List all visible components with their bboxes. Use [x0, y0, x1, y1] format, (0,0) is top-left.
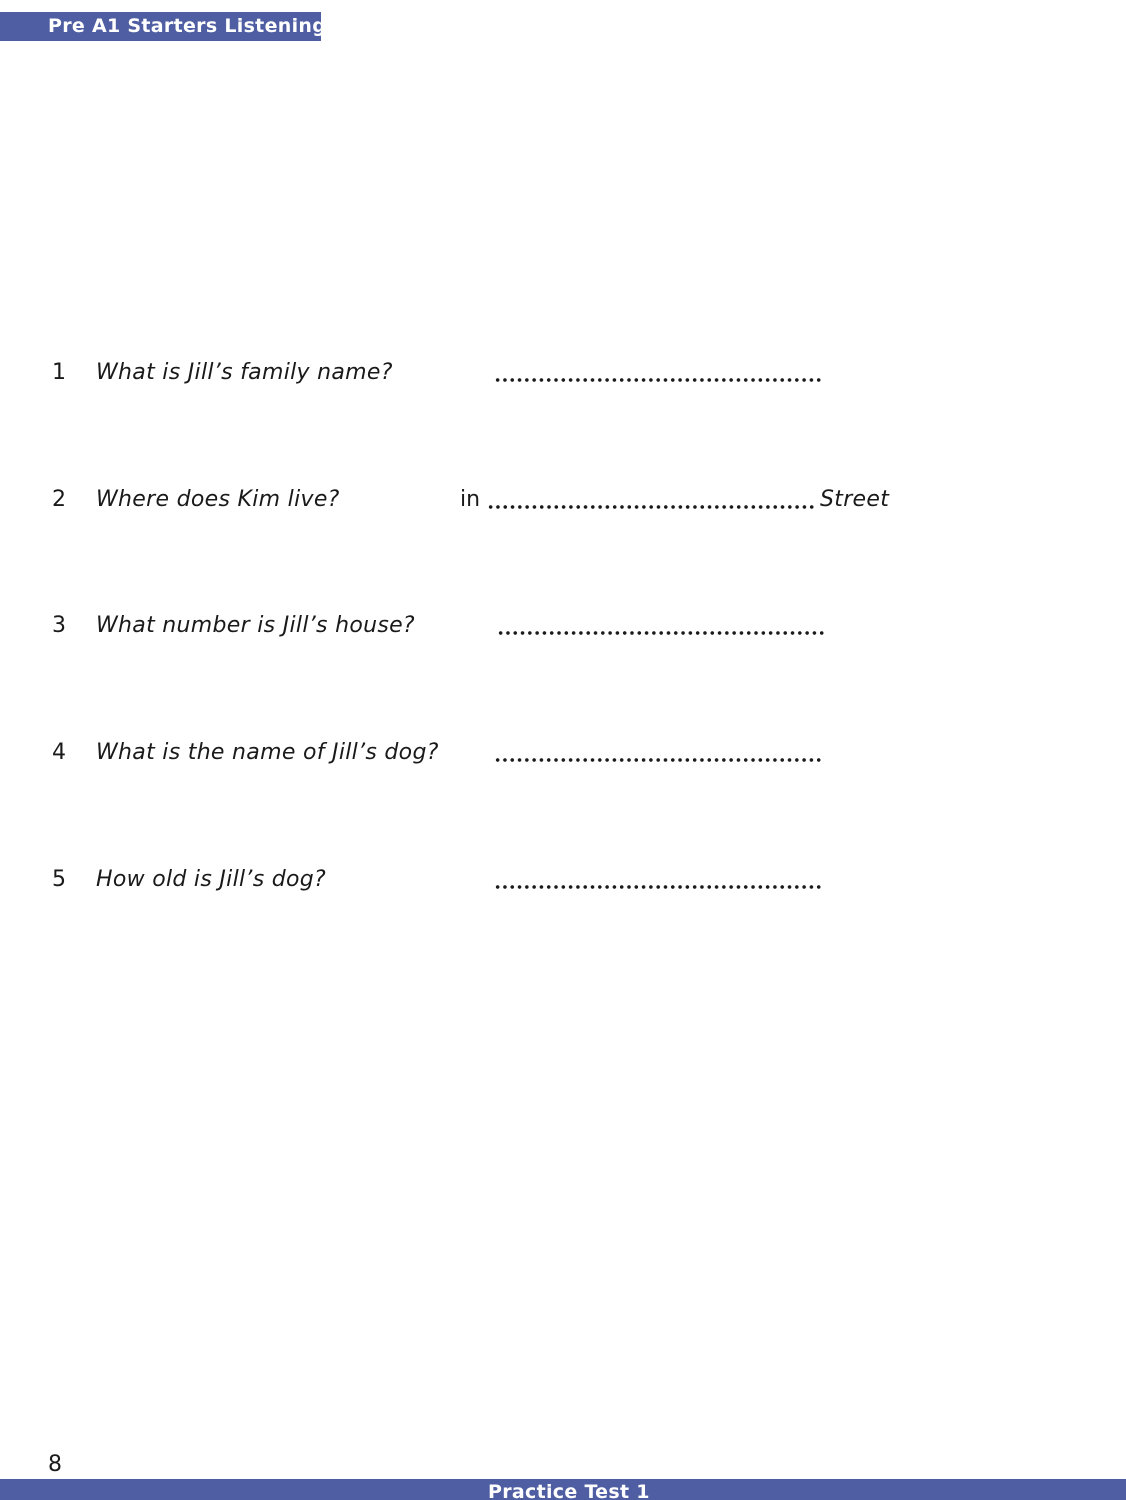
question-text: Where does Kim live?: [96, 487, 340, 512]
answer-prefix: in: [460, 487, 481, 512]
question-number: 3: [52, 613, 66, 638]
answer-blank-2[interactable]: [487, 504, 814, 510]
question-text: What is Jill’s family name?: [96, 360, 393, 385]
answer-blank-1[interactable]: [494, 377, 821, 383]
answer-blank-5[interactable]: [494, 884, 821, 890]
question-text: How old is Jill’s dog?: [96, 867, 327, 892]
section-title: Pre A1 Starters Listening: [48, 15, 327, 37]
answer-blank-3[interactable]: [497, 630, 824, 636]
question-row-2: [0, 487, 1126, 527]
question-row-5: [0, 867, 1126, 907]
question-row-3: [0, 613, 1126, 653]
question-number: 1: [52, 360, 66, 385]
header-banner: [0, 12, 327, 41]
question-text: What is the name of Jill’s dog?: [96, 740, 439, 765]
question-row-4: [0, 740, 1126, 780]
footer-banner: [0, 1479, 1126, 1500]
question-number: 2: [52, 487, 66, 512]
question-text: What number is Jill’s house?: [96, 613, 415, 638]
question-number: 4: [52, 740, 66, 765]
question-number: 5: [52, 867, 66, 892]
page-number: 8: [48, 1452, 62, 1477]
footer-title: Practice Test 1: [488, 1481, 650, 1500]
answer-suffix: Street: [820, 487, 890, 512]
question-row-1: [0, 360, 1126, 400]
answer-blank-4[interactable]: [494, 757, 821, 763]
